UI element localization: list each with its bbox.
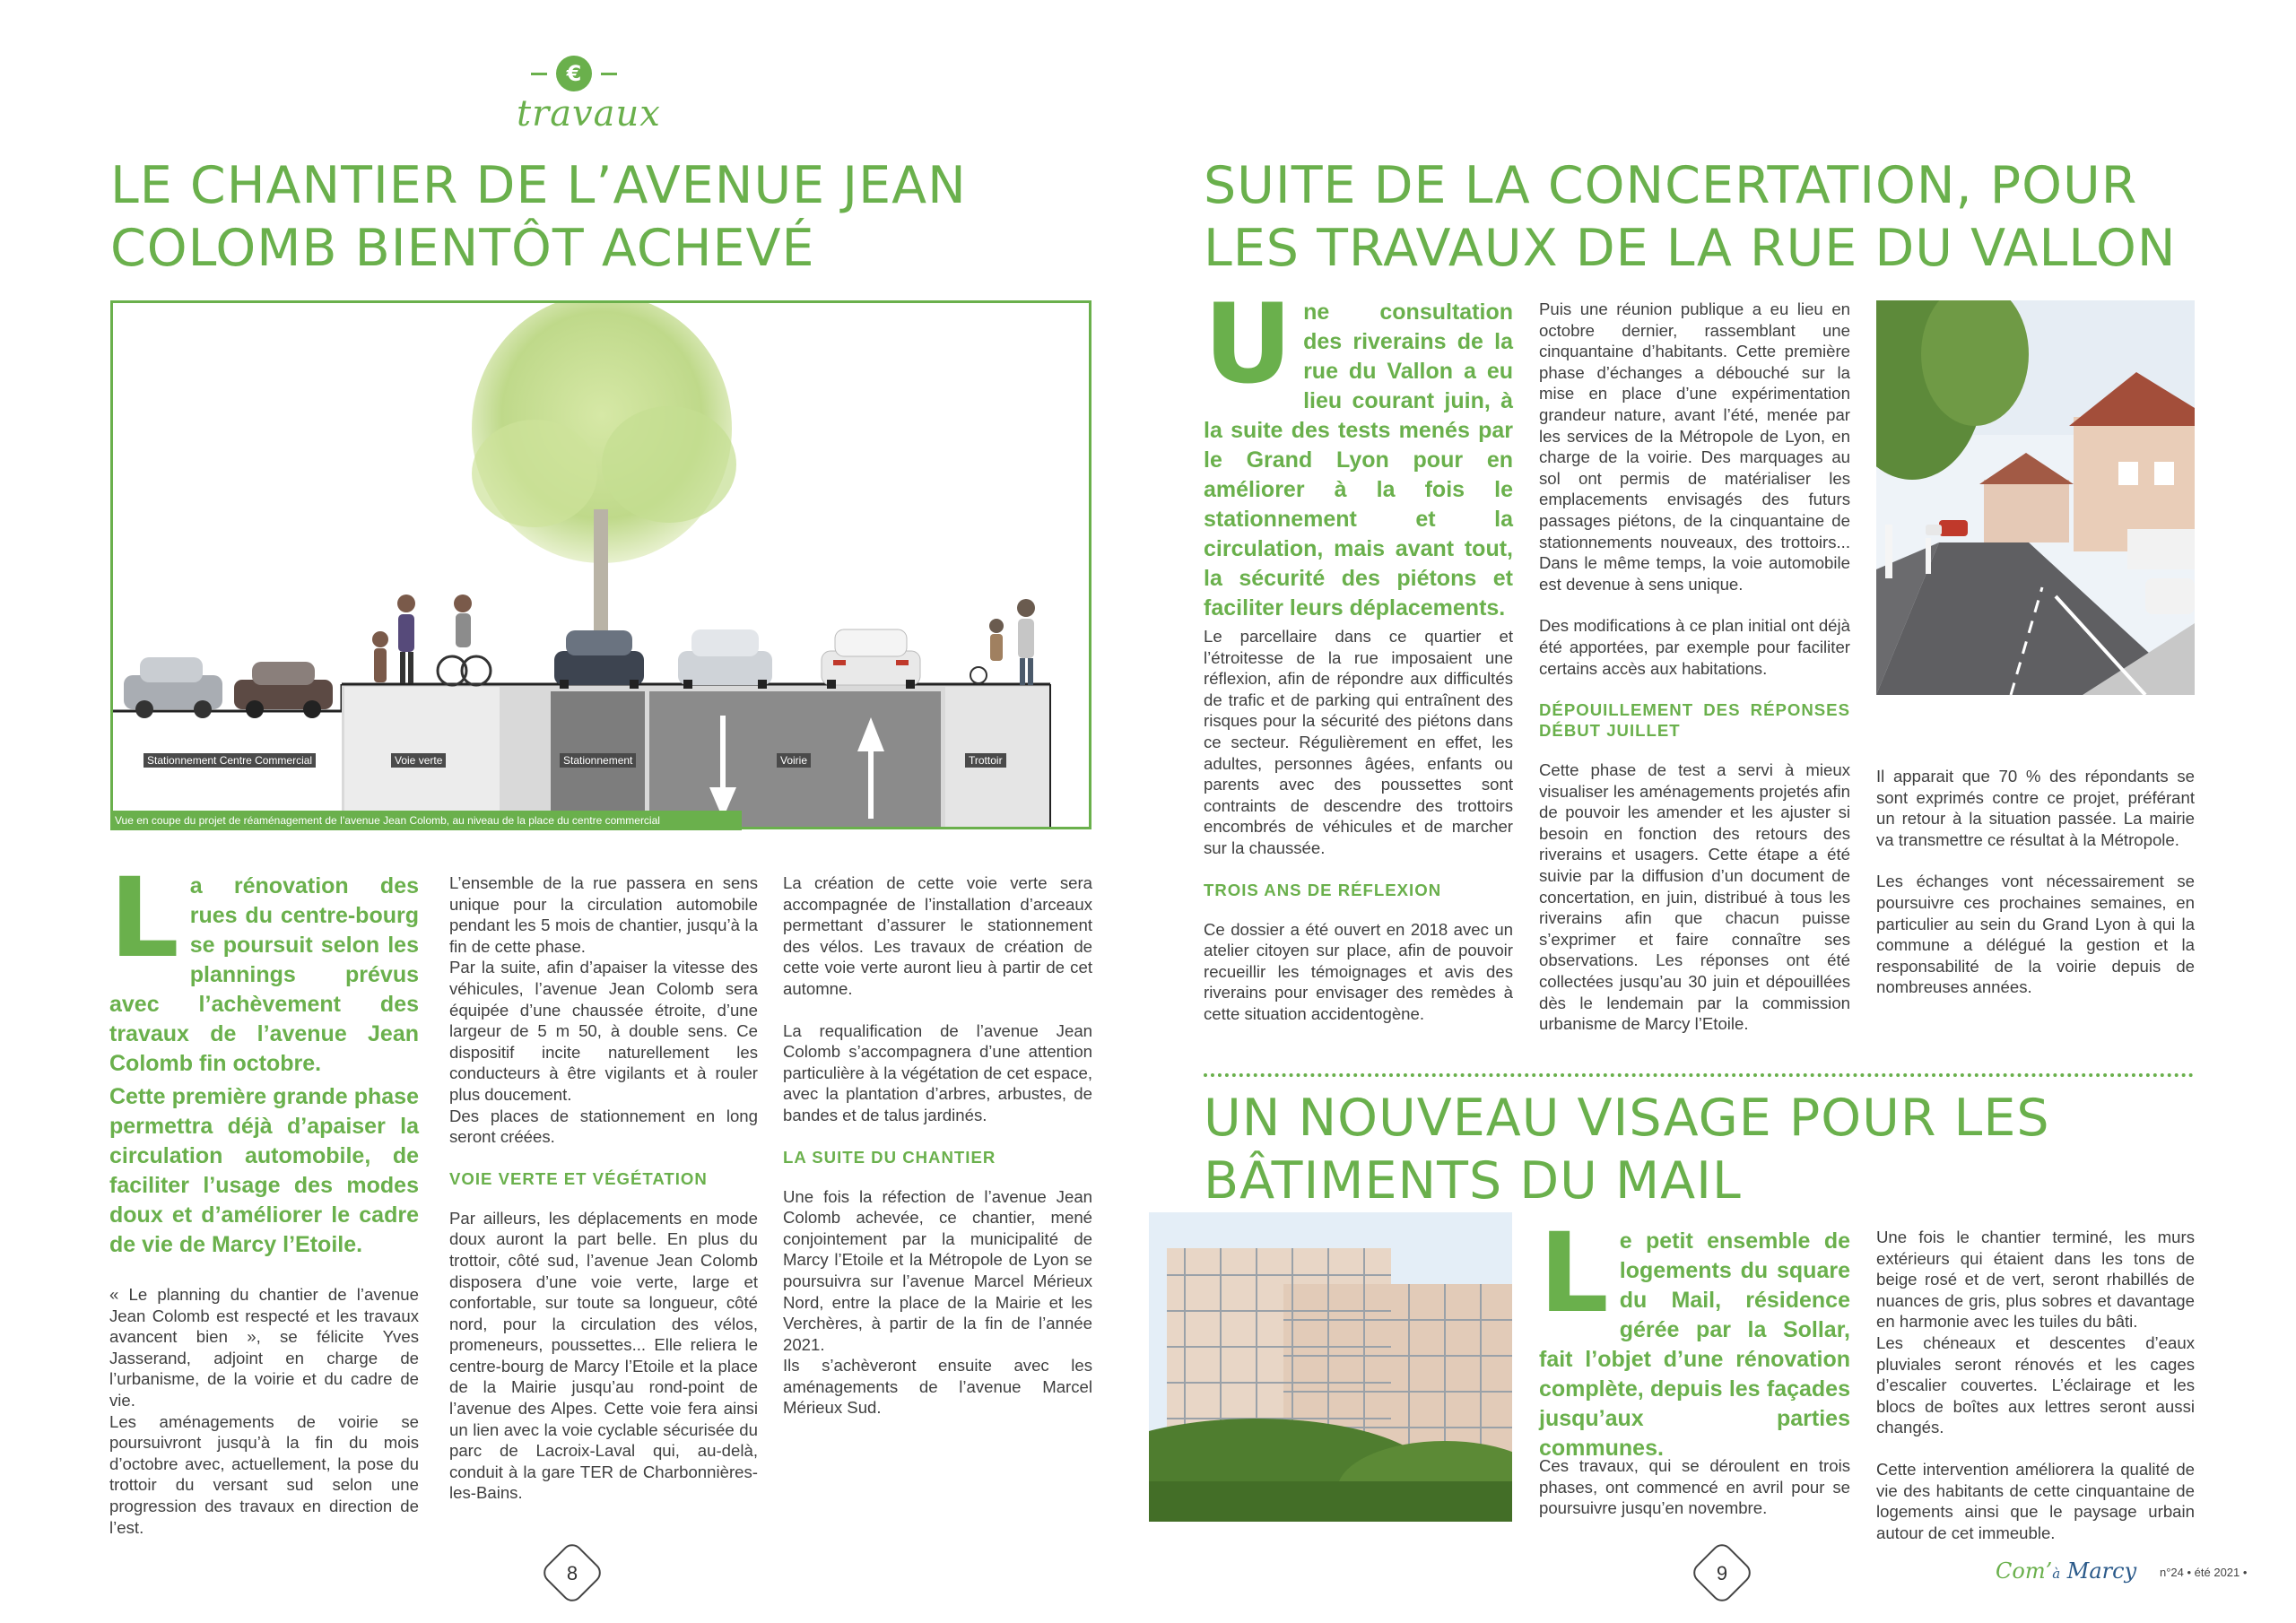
mail-lead [1539,1210,1850,1463]
left-col1-body [109,1284,419,1538]
left-col2-p2: Par la suite, afin d’apaiser la vitesse des véhicules, l’avenue Jean Colomb sera équipée d’une chaussée étroite, d’une largeur de 5 m 50, à double sens. Ce dispositif incite naturellement les conducteurs à être vigilants et à rouler plus doucement. [449,958,758,1104]
label-trottoir: Trottoir [965,753,1006,768]
building-photo [1149,1212,1512,1522]
dropcap-l: L [109,855,179,982]
issue-label: n°24 • été 2021 • [2160,1566,2248,1579]
left-col2-p4: Par ailleurs, les déplacements en mode doux auront la part belle. En plus du trottoir, côté sud, l’avenue Jean Colomb disposera d’une voie verte, large et confortable, sur toute sa longueur, côté nord, pour la circulation des vélos, promeneurs, poussettes... Elle reliera le centre-bourg de Marcy l’Etoile et la place de la Mairie jusqu’au rond-point de l’avenue des Alpes. Cette voie fera ainsi un lien avec la voie cyclable sécurisée du parc de Lacroix-Laval qui, au-delà, conduit à la gare TER de Charbonnières-les-Bains. [449,1208,758,1503]
left-col1-p1: « Le planning du chantier de l’avenue Jean Colomb est respecté et les travaux avancent bien », se félicite Yves Jasserand, adjoint en charge de l’urbanisme, de la voirie et du cadre de vie. [109,1285,419,1410]
left-subhead-suite: LA SUITE DU CHANTIER [783,1147,996,1167]
right-lead-intro [1204,281,1513,623]
cross-section-illustration [110,300,1091,829]
brand-logo [1996,1558,2136,1584]
right-col2-p3: Cette phase de test a servi à mieux visualiser les aménagements projetés afin de pouvoir les amender et les ajuster si besoin en fonction des retours des riverains et usagers. Cette étape a été suivie par la diffusion d’un document de concertation, en juin, distribué à tous les riverains afin que chacun puisse s’exprimer et faire connaître ses observations. Les réponses ont été collectées jusqu’au 30 juin et dépouillées dès le lendemain par la commission urbanisme de Marcy l’Etoile. [1539,760,1850,1034]
left-col1-p2: Les aménagements de voirie se poursuivront jusqu’à la fin du mois d’octobre avec, actuellement, la pose du trottoir du versant sud selon une progression des travaux en direction de l’est. [109,1411,419,1537]
right-col2-p2: Des modifications à ce plan initial ont déjà été apportées, par exemple pour faciliter certains accès aux habitations. [1539,616,1850,678]
dropcap-l-mail: L [1539,1210,1609,1337]
left-subhead-voie-verte: VOIE VERTE ET VÉGÉTATION [449,1168,708,1188]
logo-rule-left [531,73,547,75]
euro-icon: € [556,56,592,91]
right-col3-p1: Il apparait que 70 % des répondants se sont exprimés contre ce projet, préférant un retour à la situation passée. La mairie va transmettre ce résultat à la Métropole. [1876,767,2195,849]
right-subhead-depouillement: DÉPOUILLEMENT DES RÉPONSES DÉBUT JUILLET [1539,700,1850,741]
mail-p4: Cette intervention améliorera la qualité de vie des habitants de cette cinquantaine de logements ainsi que le paysage urbain autour de cet immeuble. [1876,1459,2195,1542]
car-1 [124,657,222,718]
figure-caption: Vue en coupe du projet de réaménagement de l’avenue Jean Colomb, au niveau de la place du centre commercial [110,811,742,830]
brand-part-3: Marcy [2066,1558,2137,1584]
car-5 [822,629,920,689]
right-headline-mail: UN NOUVEAU VISAGE POUR LES BÂTIMENTS DU MAIL [1204,1089,2050,1211]
left-lead-intro [109,855,419,1079]
left-col2-p3: Des places de stationnement en long seront créées. [449,1106,758,1147]
street-photo [1876,300,2195,695]
label-voie-verte: Voie verte [391,753,446,768]
left-col2-p1: L’ensemble de la rue passera en sens unique pour la circulation automobile pendant les 5 mois de chantier, jusqu’à la fin de cette phase. [449,873,758,956]
right-col3-p2: Les échanges vont nécessairement se poursuivre ces prochaines semaines, en particulier au sein du Grand Lyon à qui la commune a délégué la gestion et la responsabilité de la voirie depuis de nombreuses années. [1876,872,2195,997]
car-3 [554,630,644,689]
left-headline: LE CHANTIER DE L’AVENUE JEAN COLOMB BIENTÔT ACHEVÉ [110,156,967,278]
left-lead-second: Cette première grande phase permettra déjà d’apaiser la circulation automobile, de faciliter l’usage des modes doux et d’améliorer le cadre de vie de Marcy l’Etoile. [109,1084,419,1257]
label-stationnement-centre-commercial: Stationnement Centre Commercial [144,753,316,768]
pedestrians-left [372,595,415,683]
right-col1-p1: Le parcellaire dans ce quartier et l’étroitesse de la rue imposaient une réflexion, afin de répondre aux difficultés de trafic et de parking qui entraînent des risques pour la sécurité des piétons dans ce secteur. Régulièrement en effet, les adultes, personnes âgées, enfants ou parents avec des poussettes sont contraints de descendre des trottoirs encombrés de véhicules et de marcher sur la chaussée. [1204,627,1513,857]
label-voirie: Voirie [777,753,811,768]
right-subhead-reflexion: TROIS ANS DE RÉFLEXION [1204,880,1442,899]
right-col2-p1: Puis une réunion publique a eu lieu en octobre dernier, rassemblant une cinquantaine d’habitants. Cette première phase d’échanges a débouché sur la mise en place d’une expérimentation grandeur nature, avant l’été, menée par les services de la Métropole de Lyon, en charge de la voirie. Des marquages au sol ont permis de matérialiser les emplacements envisagés des futurs passages piétons, de la cinquantaine de stationnements nouveaux, des trottoirs... Dans le même temps, la voie automobile est devenue à sens unique. [1539,299,1850,594]
logo-rule-right [601,73,617,75]
car-4 [678,629,772,689]
cross-section-drawing [113,303,1091,829]
brand-part-2: à [2052,1566,2061,1582]
right-headline: SUITE DE LA CONCERTATION, POUR LES TRAVAUX DE LA RUE DU VALLON [1204,156,2177,278]
right-lead-text: ne consultation des riverains de la rue du Vallon a eu lieu courant juin, à la suite des tests menés par le Grand Lyon pour en améliorer à la fois le stationnement et la circulation, mais avant tout, la sécurité des piétons et faciliter leurs déplacements. [1204,299,1513,621]
section-divider [1204,1073,2194,1077]
right-col1-p2: Ce dossier a été ouvert en 2018 avec un atelier citoyen sur place, afin de pouvoir recueillir les témoignages et avis des riverains pour envisager des remèdes à cette situation accidentogène. [1204,919,1513,1023]
mail-col1-body [1539,1455,1850,1540]
left-col3 [783,872,1092,1419]
mail-lead-text: e petit ensemble de logements du square du Mail, résidence gérée par la Sollar, fait l’objet d’une rénovation complète, depuis les façades jusqu’aux parties communes. [1539,1228,1850,1461]
mail-p3: Les chéneaux et descentes d’eaux pluviales seront rénovés et les cages d’escalier couvertes. L’éclairage et les blocs de boîtes aux lettres seront aussi changés. [1876,1332,2195,1437]
left-col2 [449,872,758,1524]
right-col2 [1539,299,1850,1055]
left-col3-p1: La création de cette voie verte sera accompagnée de l’installation d’arceaux permettant d’assurer le stationnement des vélos. Les travaux de création de cette voie verte auront lieu à partir de cet automne. [783,873,1092,998]
mail-p2: Une fois le chantier terminé, les murs extérieurs qui étaient dans les tons de beige rosé et de vert, seront rhabillés de nuances de gris, plus sobres et davantage en harmonie avec les tuiles du bâti. [1876,1228,2195,1332]
pedestrians-right [970,599,1035,685]
left-col3-p3: Une fois la réfection de l’avenue Jean Colomb achevée, ce chantier, mené conjointement par la municipalité de Marcy l’Etoile et la Métropole de Lyon se poursuivra sur l’avenue Marcel Mérieux Nord, entre la place de la Mairie et les Verchères, à partir de la fin de l’année 2021. [783,1186,1092,1354]
page-number-left: 8 [566,1562,578,1584]
page-number-right: 9 [1716,1562,1728,1584]
dropcap-u: U [1204,281,1293,408]
left-col3-p4: Ils s’achèveront ensuite avec les aménagements de l’avenue Marcel Mérieux Sud. [783,1356,1092,1418]
rubric-title: travaux [517,93,661,135]
mail-col2 [1876,1227,2195,1564]
brand-part-1: Com’ [1996,1558,2053,1584]
right-col3 [1876,766,2195,1019]
mail-p1: Ces travaux, qui se déroulent en trois phases, ont commencé en avril pour se poursuivre jusqu’en novembre. [1539,1456,1850,1518]
label-stationnement: Stationnement [560,753,636,768]
right-col1-body [1204,626,1513,1046]
left-lead-text: a rénovation des rues du centre-bourg se poursuit selon les plannings prévus avec l’achèvement des travaux de l’avenue Jean Colomb fin octobre. [109,873,419,1076]
cyclist [438,595,491,685]
left-col3-p2: La requalification de l’avenue Jean Colomb s’accompagnera d’une attention particulière à la végétation de cet espace, avec la plantation d’arbres, arbustes, de bandes et de talus jardinés. [783,1020,1092,1124]
